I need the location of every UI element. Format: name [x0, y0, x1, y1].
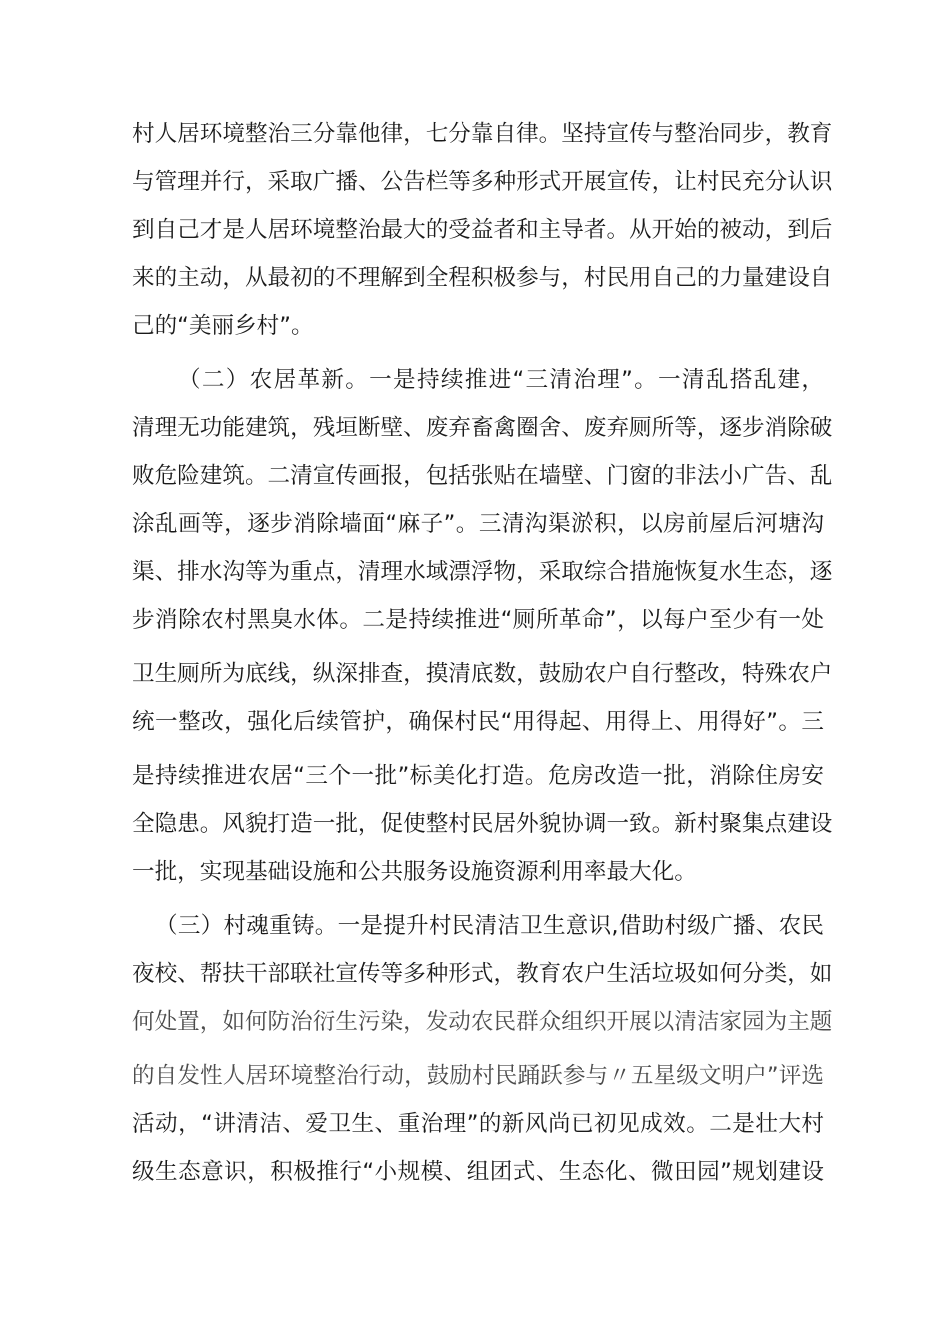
text-line: 来的主动，从最初的不理解到全程积极参与，村民用自己的力量建设自	[132, 265, 833, 291]
text-line: 一批，实现基础设施和公共服务设施资源利用率最大化。	[132, 859, 697, 885]
text-line: 统一整改，强化后续管护，确保村民“用得起、用得上、用得好”。三	[132, 709, 824, 735]
text-line: 己的“美丽乡村”。	[132, 313, 314, 339]
section-heading-line: （三）村魂重铸。一是提升村民清洁卫生意识,借助村级广播、农民	[155, 913, 824, 939]
text-line: 活动，“讲清洁、爱卫生、重治理”的新风尚已初见成效。二是壮大村	[132, 1111, 824, 1137]
text-line: 卫生厕所为底线，纵深排查，摸清底数，鼓励农户自行整改，特殊农户	[132, 661, 833, 687]
text-line: 的自发性人居环境整治行动，鼓励村民踊跃参与〃五星级文明户”评选	[132, 1063, 824, 1089]
text-line: 清理无功能建筑，残垣断壁、废弃畜禽圈舍、废弃厕所等，逐步消除破	[132, 415, 833, 441]
text-line: 是持续推进农居“三个一批”标美化打造。危房改造一批，消除住房安	[132, 763, 824, 789]
text-line: 全隐患。风貌打造一批，促使整村民居外貌协调一致。新村聚集点建设	[132, 811, 833, 837]
text-line: 步消除农村黑臭水体。二是持续推进“厕所革命”，以每户至少有一处	[132, 607, 824, 633]
text-line: 级生态意识，积极推行“小规模、组团式、生态化、微田园”规划建设	[132, 1159, 824, 1185]
text-line: 何处置，如何防治衍生污染，发动农民群众组织开展以清洁家园为主题	[132, 1009, 833, 1035]
text-line: 涂乱画等，逐步消除墙面“麻子”。三清沟渠淤积，以房前屋后河塘沟	[132, 511, 824, 537]
text-line: 渠、排水沟等为重点，清理水域漂浮物，采取综合措施恢复水生态，逐	[132, 559, 833, 585]
text-line: 与管理并行，采取广播、公告栏等多种形式开展宣传，让村民充分认识	[132, 169, 833, 195]
text-line: 夜校、帮扶干部联社宣传等多种形式，教育农户生活垃圾如何分类，如	[132, 961, 833, 987]
section-heading-line: （二）农居革新。一是持续推进“三清治理”。一清乱搭乱建，	[178, 367, 824, 393]
text-line: 到自己才是人居环境整治最大的受益者和主导者。从开始的被动，到后	[132, 217, 833, 243]
text-line: 村人居环境整治三分靠他律，七分靠自律。坚持宣传与整治同步，教育	[132, 121, 833, 147]
text-line: 败危险建筑。二清宣传画报，包括张贴在墙壁、门窗的非法小广告、乱	[132, 463, 833, 489]
